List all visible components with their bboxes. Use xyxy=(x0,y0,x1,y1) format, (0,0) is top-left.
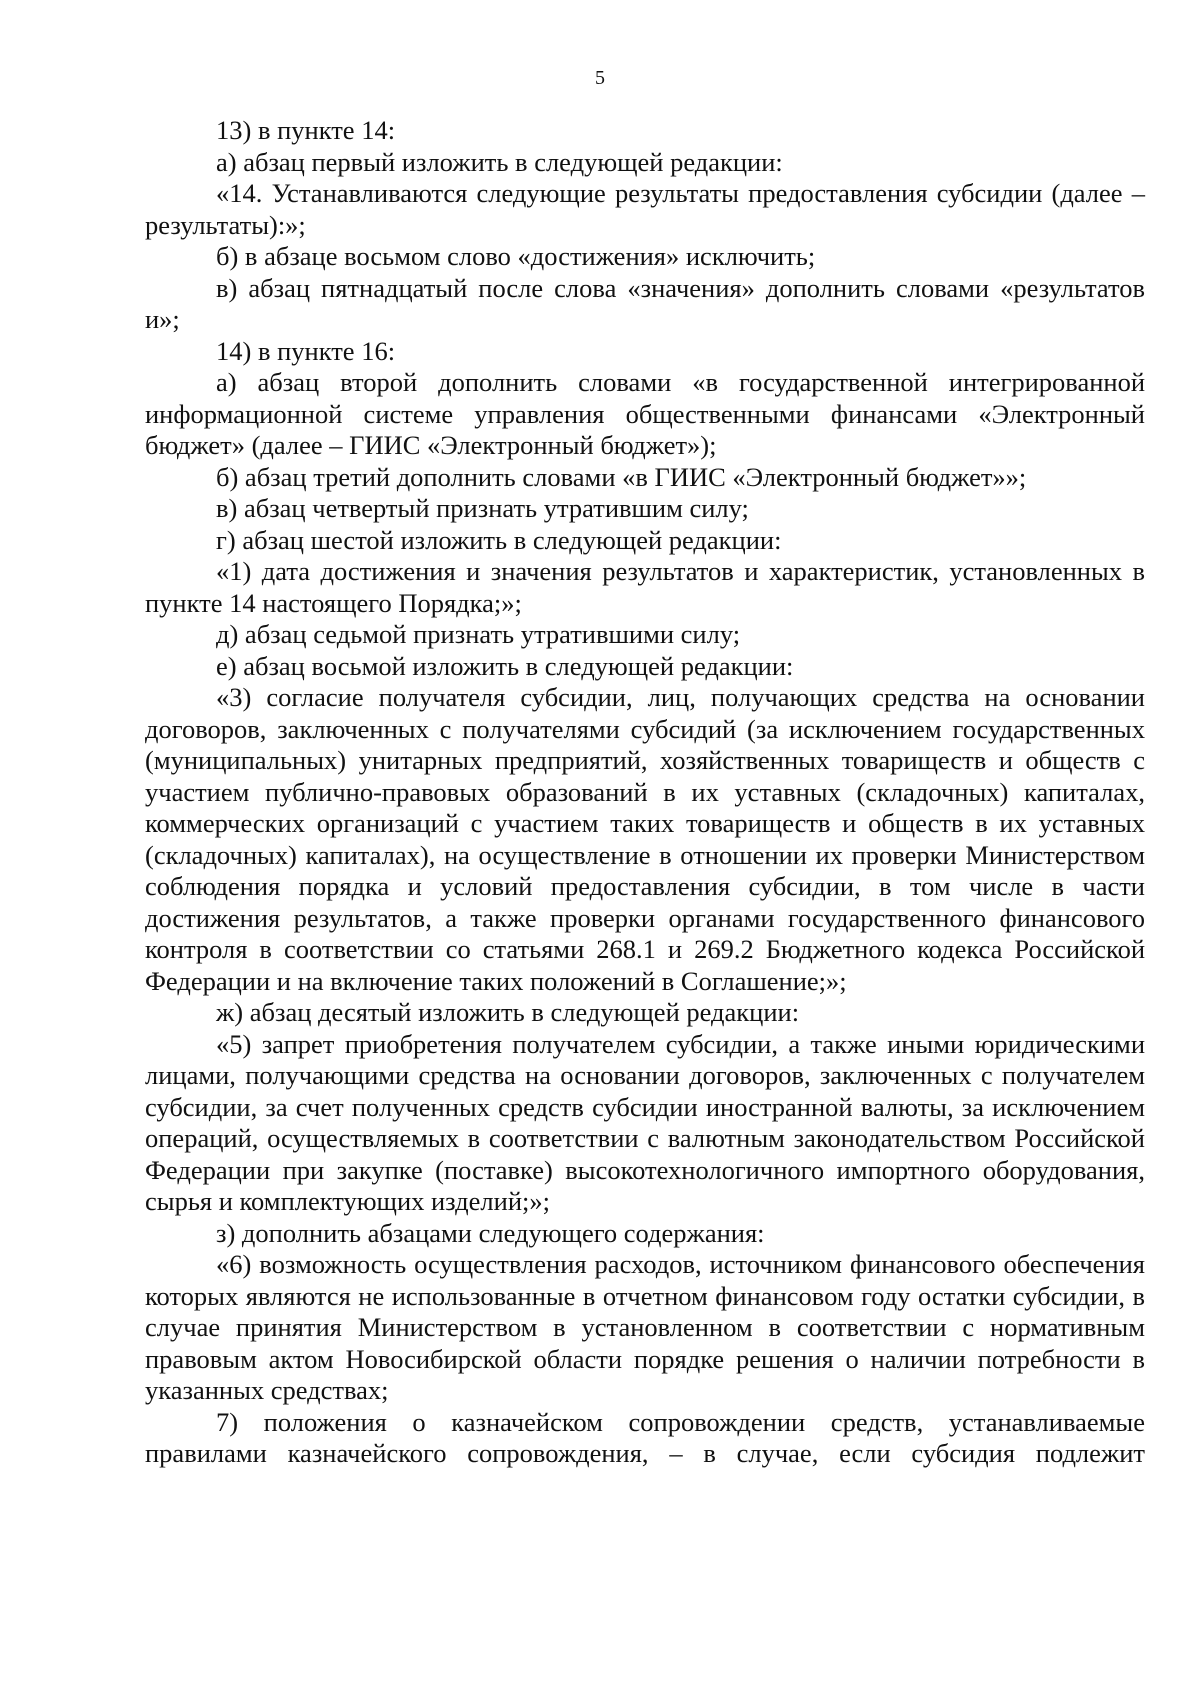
paragraph: 14) в пункте 16: xyxy=(216,335,396,366)
paragraph: 7) положения о казначейском сопровождении средств, устанавливаемые правилами казначейского сопровождения, – в случае, если субсидия подлежит xyxy=(145,1406,1145,1468)
document-body xyxy=(145,115,1145,1470)
paragraph: б) абзац третий дополнить словами «в ГИИС «Электронный бюджет»»; xyxy=(216,461,1027,492)
paragraph: а) абзац первый изложить в следующей редакции: xyxy=(216,146,783,177)
paragraph: г) абзац шестой изложить в следующей редакции: xyxy=(216,524,782,555)
paragraph: «1) дата достижения и значения результатов и характеристик, установленных в пункте 14 настоящего Порядка;»; xyxy=(145,556,1145,618)
paragraph: в) абзац пятнадцатый после слова «значения» дополнить словами «результатов и»; xyxy=(145,272,1145,334)
paragraph: «14. Устанавливаются следующие результаты предоставления субсидии (далее – результаты):»; xyxy=(145,178,1145,240)
paragraph: в) абзац четвертый признать утратившим силу; xyxy=(216,493,749,523)
paragraph: е) абзац восьмой изложить в следующей редакции: xyxy=(216,650,794,681)
paragraph: «5) запрет приобретения получателем субсидии, а также иными юридическими лицами, получающими средства на основании договоров, заключенных с получателем субсидии, за счет полученных средств субсидии иностранной валюты, за исключением операций, осуществляемых в соответствии с валютным законодательством Российской Федерации при закупке (поставке) высокотехнологичного импортного оборудования, сырья и комплектующих изделий;»; xyxy=(145,1028,1145,1216)
paragraph: ж) абзац десятый изложить в следующей редакции: xyxy=(216,997,800,1027)
paragraph: а) абзац второй дополнить словами «в государственной интегрированной информационной системе управления общественными финансами «Электронный бюджет» (далее – ГИИС «Электронный бюджет»); xyxy=(145,367,1145,460)
paragraph: б) в абзаце восьмом слово «достижения» исключить; xyxy=(216,241,816,271)
paragraph: з) дополнить абзацами следующего содержания: xyxy=(216,1217,765,1248)
paragraph: «6) возможность осуществления расходов, источником финансового обеспечения которых являются не использованные в отчетном финансовом году остатки субсидии, в случае принятия Министерством в установленном в соответствии с нормативным правовым актом Новосибирской области порядке решения о наличии потребности в указанных средствах; xyxy=(145,1249,1145,1405)
paragraph: д) абзац седьмой признать утратившими силу; xyxy=(216,619,741,649)
page-number: 5 xyxy=(595,67,605,89)
paragraph: 13) в пункте 14: xyxy=(216,115,396,145)
paragraph: «3) согласие получателя субсидии, лиц, получающих средства на основании договоров, заключенных с получателями субсидий (за исключением государственных (муниципальных) унитарных предприятий, хозяйственных товариществ и обществ с участием публично-правовых образований в их уставных (складочных) капиталах, коммерческих организаций с участием таких товариществ и обществ в их уставных (складочных) капиталах), на осуществление в отношении их проверки Министерством соблюдения порядка и условий предоставления субсидии, в том числе в части достижения результатов, а также проверки органами государственного финансового контроля в соответствии со статьями 268.1 и 269.2 Бюджетного кодекса Российской Федерации и на включение таких положений в Соглашение;»; xyxy=(145,682,1145,996)
